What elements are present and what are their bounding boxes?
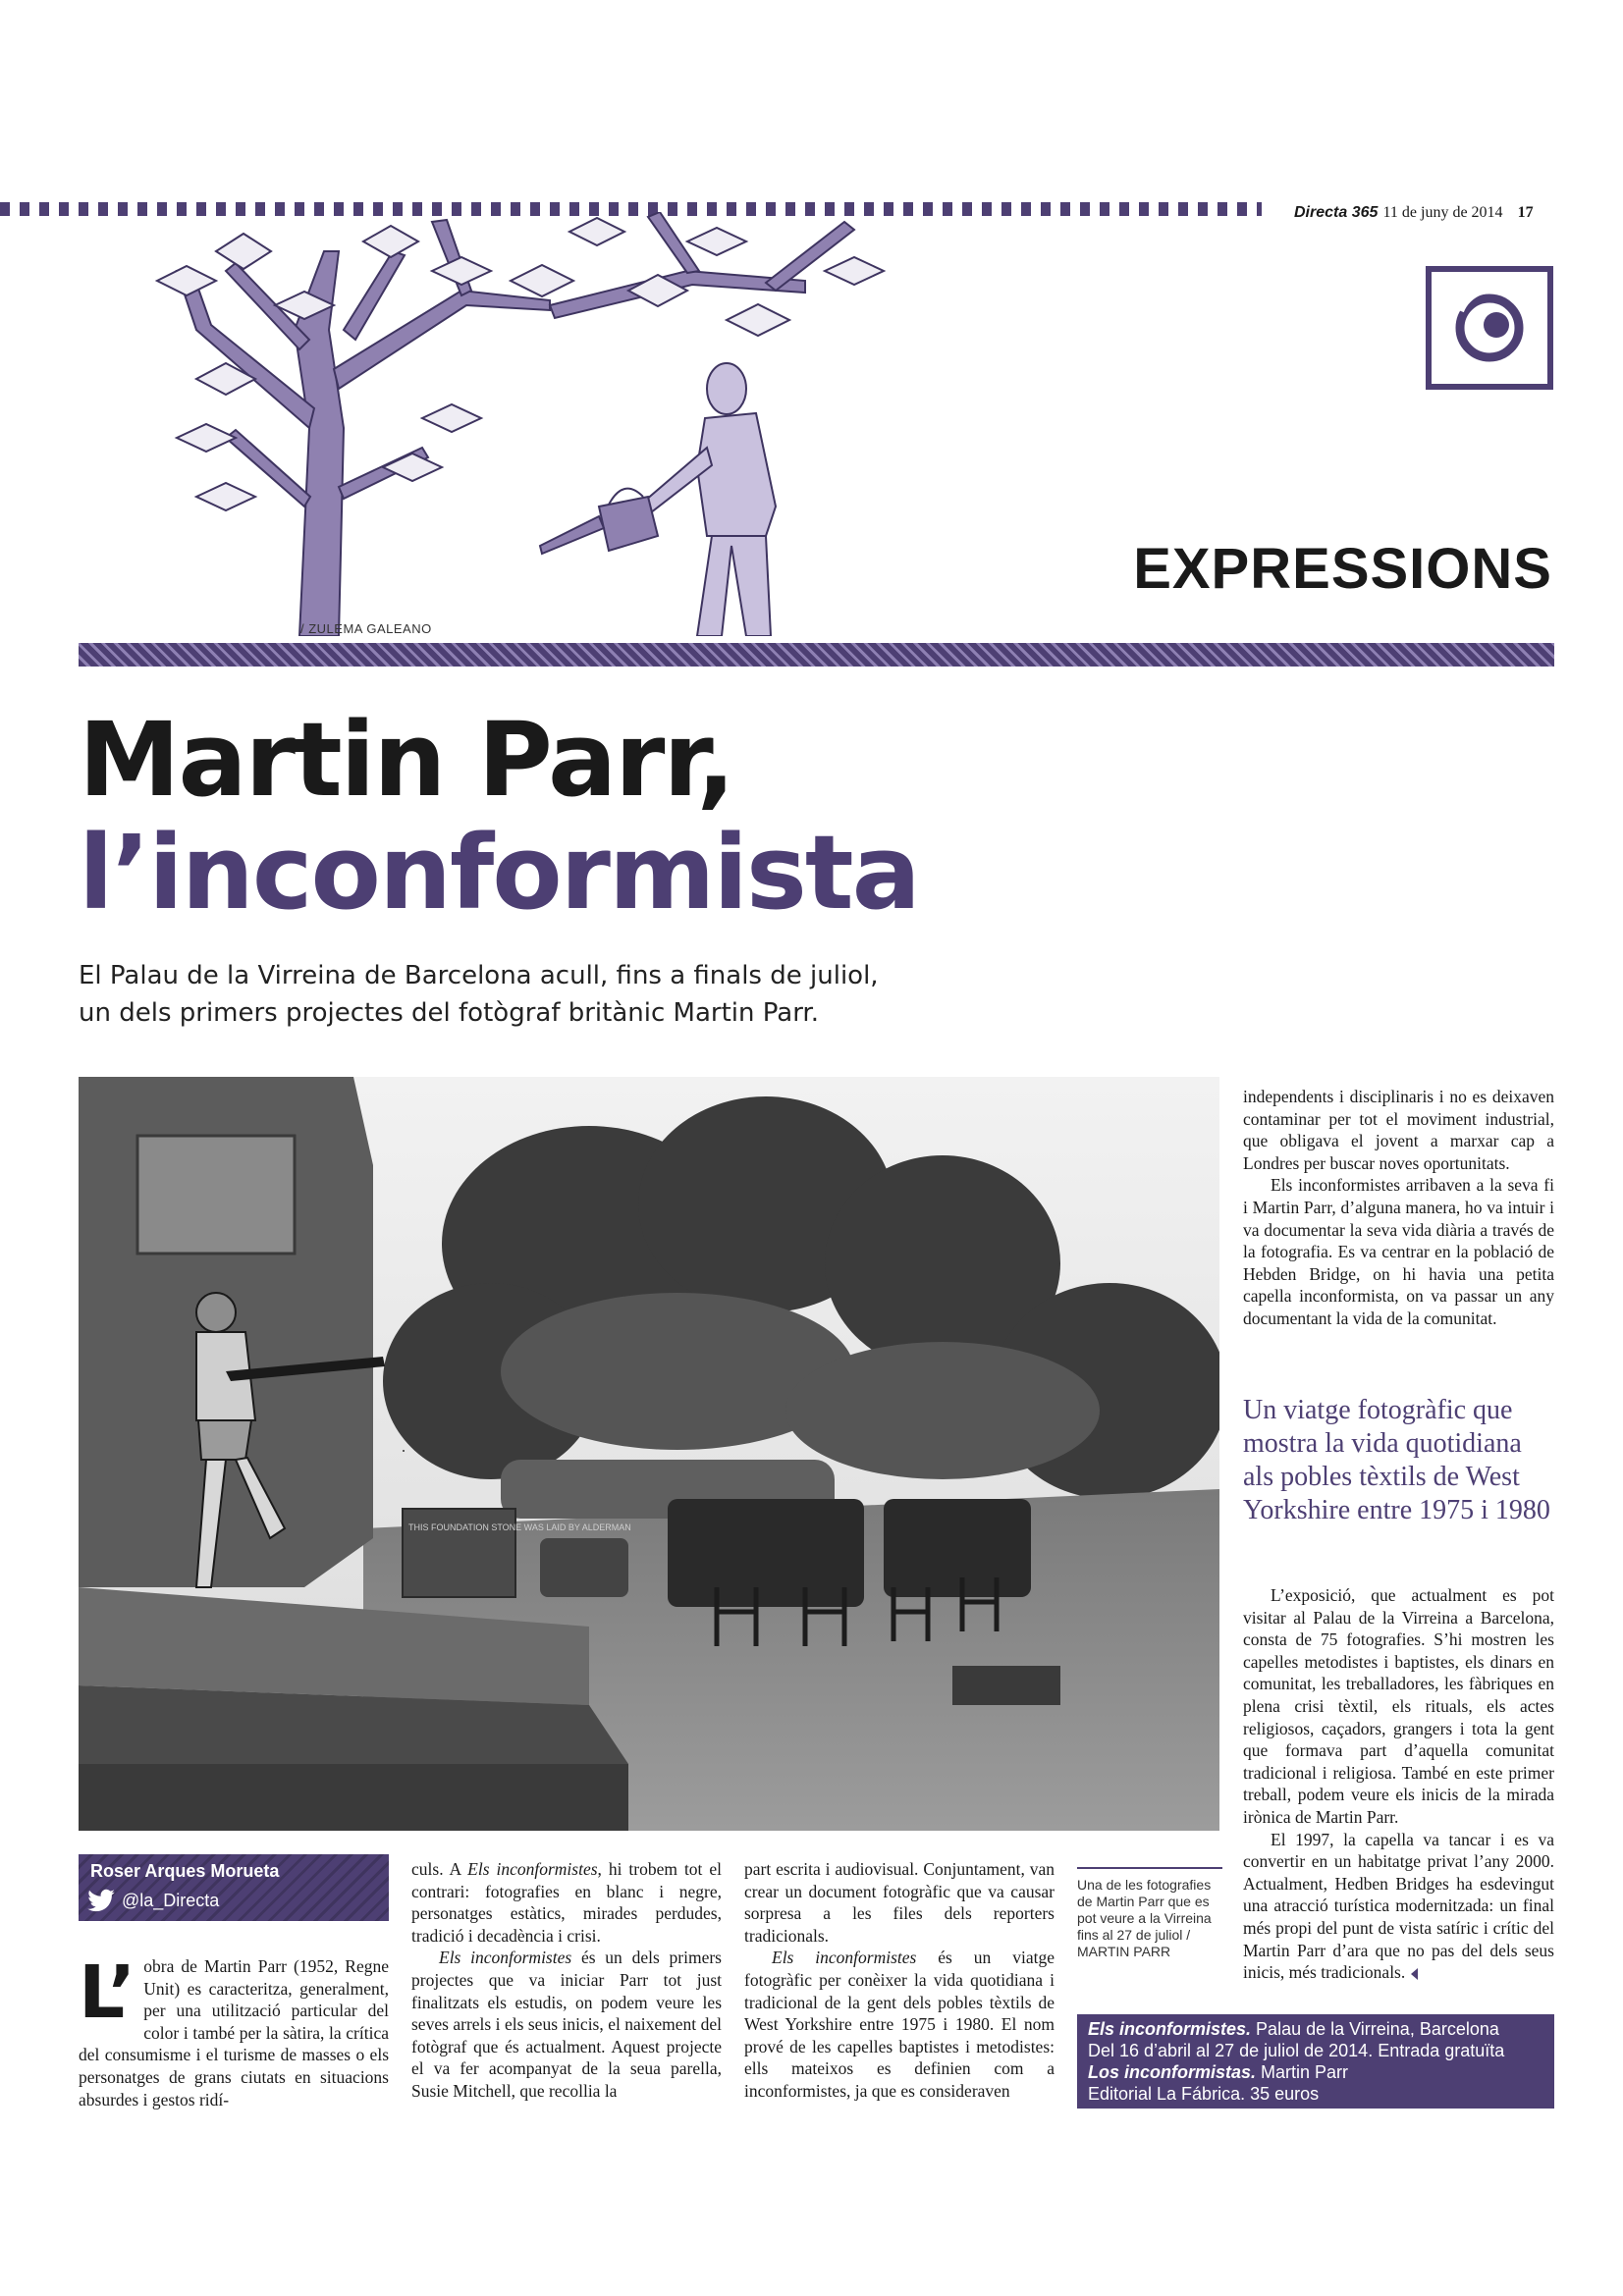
section-logo (1426, 266, 1553, 390)
standfirst-line-2: un dels primers projectes del fotògraf britànic Martin Parr. (79, 998, 819, 1028)
body-paragraph-8: L’exposició, que actualment es pot visitar al Palau de la Virreina a Barcelona, consta de 75 fotografies. S’hi mostren les capelles metodistes i baptistes, els dinars en comunitat, les treballadores, les fàbriques en plena crisi tèxtil, els rituals, els actes religiosos, caçadors, grangers i tota la gent que formava part d’aquella comunitat tradicional i religiosa. També en este primer treball, podem veure els inicis de la mirada irònica de Martin Parr. (1243, 1585, 1554, 1827)
body-text: culs. A (411, 1859, 468, 1879)
pull-quote: Un viatge fotogràfic que mostra la vida quotidiana als pobles tèxtils de West Yorkshire entre 1975 i 1980 (1243, 1395, 1550, 1525)
publication-name: Directa 365 (1294, 204, 1379, 221)
info-box-text (1088, 2018, 1549, 2105)
end-of-article-icon (1411, 1968, 1418, 1980)
body-column-3 (744, 1858, 1055, 2103)
photo-credit: / MARTIN PARR (1077, 1927, 1191, 1959)
body-paragraph-9: El 1997, la capella va tancar i es va convertir en un habitatge privat l’any 2000. Actualment, Hedben Bridges ha esdevingut una atracció turística modernitzada: un final més propi del punt de vista satíric i crític del Martin Parr d’ara que no pas del dels seus inicis, més tradicionals. (1243, 1829, 1554, 1983)
standfirst (79, 957, 962, 1032)
header-illustration (137, 212, 1217, 636)
body-italic: Els inconformistes (772, 1948, 917, 1968)
headline-line-1: Martin Parr, (79, 700, 733, 820)
body-paragraph-4: part escrita i audiovisual. Conjuntament, van crear un document fotogràfic que va causar sorpresa a les files dels reporters tradicionals. (744, 1859, 1055, 1946)
body-text: és un viatge fotogràfic per conèixer la vida quotidiana i tradicional de la gent dels pobles tèxtils de West Yorkshire entre 1975 i 1980. El nom prové de les capelles baptistes i metodistes: ells mateixos es definien com a inconformistes, ja que es consideraven (744, 1948, 1055, 2101)
headline-line-2: l’inconformista (79, 813, 919, 933)
info-line: Del 16 d’abril al 27 de juliol de 2014. Entrada gratuïta (1088, 2041, 1505, 2060)
info-title-2: Los inconformistas. (1088, 2062, 1257, 2082)
drop-cap: L’ (79, 1950, 136, 2035)
body-italic: Els inconformistes (467, 1859, 598, 1879)
author-name: Roser Arques Morueta (90, 1861, 280, 1881)
author-handle: @la_Directa (122, 1891, 220, 1910)
body-column-4-bottom (1243, 1584, 1554, 1984)
twitter-icon (86, 1889, 116, 1914)
plaque-text: THIS FOUNDATION STONE WAS LAID BY ALDERMAN (408, 1522, 631, 1532)
body-italic: Els inconformistes (439, 1948, 572, 1968)
standfirst-line-1: El Palau de la Virreina de Barcelona acull, fins a finals de juliol, (79, 961, 879, 990)
publication-line (1294, 203, 1534, 222)
info-title-1: Els inconformistes. (1088, 2019, 1252, 2039)
photo-caption-text: Una de les fotografies de Martin Parr que es pot veure a la Virreina fins al 27 de juliol (1077, 1877, 1212, 1943)
page-number: 17 (1517, 204, 1534, 221)
issue-date: 11 de juny de 2014 (1382, 204, 1503, 221)
photo-caption (1077, 1867, 1222, 1960)
body-column-2 (411, 1858, 722, 2103)
eye-icon (1432, 272, 1547, 384)
body-paragraph-6: independents i disciplinaris i no es deixaven contaminar per tot el moviment industrial, que obligava el jovent a marxar cap a Londres per buscar noves oportunitats. (1243, 1087, 1554, 1173)
body-paragraph-1: obra de Martin Parr (1952, Regne Unit) es caracteritza, generalment, per una utilització particular del color i també per la sàtira, la crítica del consumisme i el turisme de masses o els personatges de grans ciutats en situacions absurdes i gestos ridí- (79, 1956, 389, 2109)
body-column-4-top (1243, 1086, 1554, 1330)
body-paragraph-7: Els inconformistes arribaven a la seva fi i Martin Parr, d’alguna manera, ho va intuir i va documentar la seva vida diària a través de la fotografia. Es va centrar en la població de Hebden Bridge, on hi havia una petita capella inconformista, on va passar un any documentant la vida de la comunitat. (1243, 1175, 1554, 1328)
main-photo (79, 1077, 1219, 1831)
info-line: Editorial La Fábrica. 35 euros (1088, 2084, 1320, 2104)
body-text: , hi trobem tot el contrari: fotografies en blanc i negre, personatges estàtics, mirades perdudes, tradició i decadència i crisi. (411, 1859, 722, 1946)
info-line: Palau de la Virreina, Barcelona (1251, 2019, 1499, 2039)
illustration-credit: / ZULEMA GALEANO (300, 621, 432, 636)
body-text: és un dels primers projectes que va iniciar Parr tot just finalitzats els estudis, on podem veure les seves arrels i els seus inicis, el naixement del fotògraf que és actualment. Aquest projecte el va fer acompanyat de la seua parella, Susie Mitchell, que recollia la (411, 1948, 722, 2101)
body-column-1 (79, 1950, 389, 2110)
section-stripe-divider (79, 643, 1554, 667)
section-title: EXPRESSIONS (1133, 537, 1552, 601)
info-line: Martin Parr (1256, 2062, 1349, 2082)
